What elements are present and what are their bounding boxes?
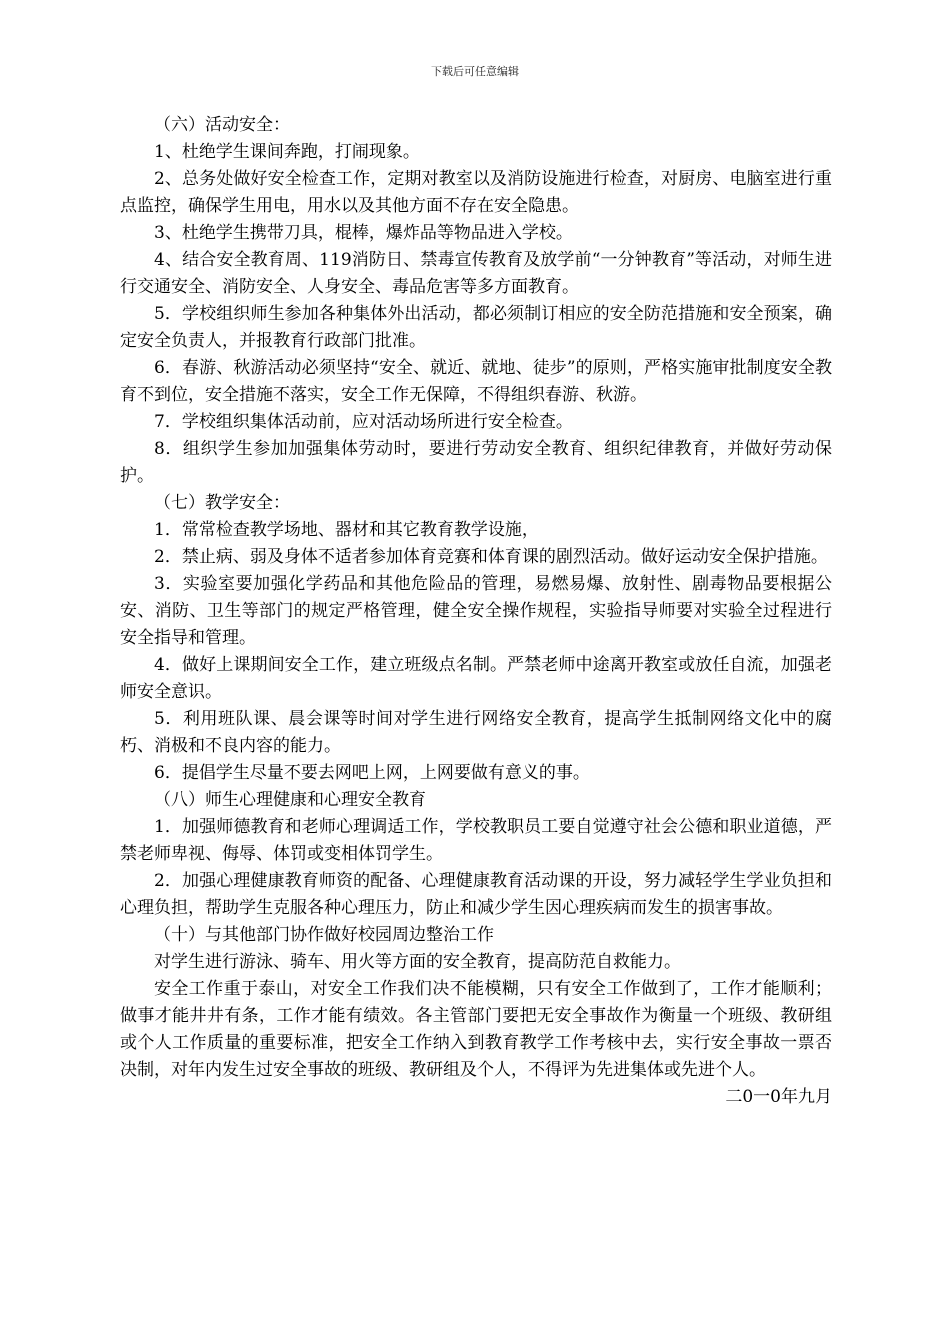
paragraph: 8．组织学生参加加强集体劳动时，要进行劳动安全教育、组织纪律教育，并做好劳动保护。 bbox=[120, 439, 832, 486]
document-body bbox=[120, 112, 832, 1111]
paragraph: 5．利用班队课、晨会课等时间对学生进行网络安全教育，提高学生抵制网络文化中的腐朽、消极和不良内容的能力。 bbox=[120, 709, 832, 756]
paragraph: 3、杜绝学生携带刀具，棍棒，爆炸品等物品进入学校。 bbox=[154, 223, 573, 243]
paragraph: 4、结合安全教育周、119消防日、禁毒宣传教育及放学前“一分钟教育”等活动，对师生进行交通安全、消防安全、人身安全、毒品危害等多方面教育。 bbox=[120, 250, 832, 297]
page-header-note: 下载后可任意编辑 bbox=[431, 65, 519, 78]
paragraph: （六）活动安全： bbox=[154, 115, 290, 135]
paragraph: 2．加强心理健康教育师资的配备、心理健康教育活动课的开设，努力减轻学生学业负担和心理负担，帮助学生克服各种心理压力，防止和减少学生因心理疾病而发生的损害事故。 bbox=[120, 871, 832, 918]
section-heading: （七）教学安全： bbox=[154, 493, 290, 513]
section-heading: （十）与其他部门协作做好校园周边整治工作 bbox=[154, 925, 494, 945]
paragraph: 1．加强师德教育和老师心理调适工作，学校教职员工要自觉遵守社会公德和职业道德，严禁老师卑视、侮辱、体罚或变相体罚学生。 bbox=[120, 817, 832, 864]
paragraph: 5．学校组织师生参加各种集体外出活动，都必须制订相应的安全防范措施和安全预案，确定安全负责人，并报教育行政部门批准。 bbox=[120, 304, 832, 351]
section-heading: （八）师生心理健康和心理安全教育 bbox=[154, 790, 426, 810]
closing-paragraph: 安全工作重于泰山，对安全工作我们决不能模糊，只有安全工作做到了，工作才能顺利；做事才能井井有条，工作才能有绩效。各主管部门要把无安全事故作为衡量一个班级、教研组或个人工作质量的重要标准，把安全工作纳入到教育教学工作考核中去，实行安全事故一票否决制，对年内发生过安全事故的班级、教研组及个人，不得评为先进集体或先进个人。 bbox=[120, 979, 832, 1080]
paragraph: 1、杜绝学生课间奔跑，打闹现象。 bbox=[154, 142, 420, 162]
paragraph: 6．提倡学生尽量不要去网吧上网，上网要做有意义的事。 bbox=[154, 763, 590, 783]
paragraph: 2、总务处做好安全检查工作，定期对教室以及消防设施进行检查，对厨房、电脑室进行重点监控，确保学生用电，用水以及其他方面不存在安全隐患。 bbox=[120, 169, 832, 216]
paragraph: 7．学校组织集体活动前，应对活动场所进行安全检查。 bbox=[154, 412, 573, 432]
paragraph: 4．做好上课期间安全工作，建立班级点名制。严禁老师中途离开教室或放任自流，加强老师安全意识。 bbox=[120, 655, 832, 702]
document-date: 二0一0年九月 bbox=[725, 1087, 832, 1107]
paragraph: 对学生进行游泳、骑车、用火等方面的安全教育，提高防范自救能力。 bbox=[154, 952, 681, 972]
paragraph: 6．春游、秋游活动必须坚持“安全、就近、就地、徒步”的原则，严格实施审批制度安全教育不到位，安全措施不落实，安全工作无保障，不得组织春游、秋游。 bbox=[120, 358, 832, 405]
paragraph: 2．禁止病、弱及身体不适者参加体育竞赛和体育课的剧烈活动。做好运动安全保护措施。 bbox=[154, 547, 828, 567]
paragraph: 3．实验室要加强化学药品和其他危险品的管理，易燃易爆、放射性、剧毒物品要根据公安、消防、卫生等部门的规定严格管理，健全安全操作规程，实验指导师要对实验全过程进行安全指导和管理。 bbox=[120, 574, 832, 648]
paragraph: 1．常常检查教学场地、器材和其它教育教学设施， bbox=[154, 520, 539, 540]
